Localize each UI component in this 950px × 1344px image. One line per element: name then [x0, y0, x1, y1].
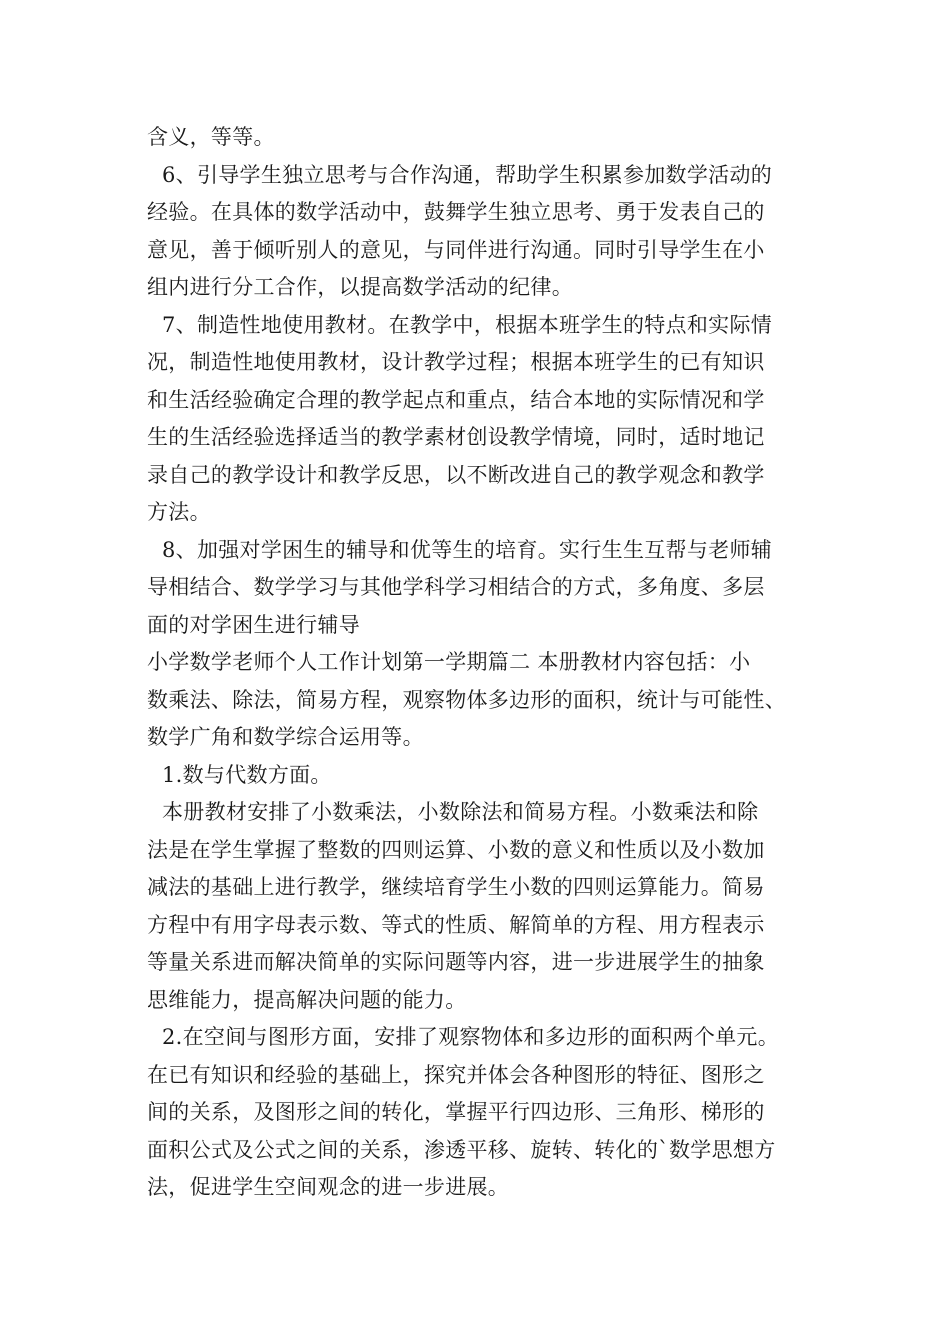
text-line: 经验。在具体的数学活动中，鼓舞学生独立思考、勇于发表自己的	[147, 200, 765, 224]
text-line: 思维能力，提高解决问题的能力。	[147, 987, 467, 1012]
text-line: 方程中有用字母表示数、等式的性质、解简单的方程、用方程表示	[147, 912, 765, 937]
text-line: 本册教材安排了小数乘法，小数除法和简易方程。小数乘法和除	[162, 800, 759, 824]
text-line: 录自己的教学设计和教学反思，以不断改进自己的教学观念和教学	[147, 462, 765, 487]
text-line: 小学数学老师个人工作计划第一学期篇二 本册教材内容包括：小	[147, 650, 751, 674]
text-line: 法是在学生掌握了整数的四则运算、小数的意义和性质以及小数加	[147, 837, 765, 862]
text-line: 含义，等等。	[147, 125, 275, 149]
text-line: 面的对学困生进行辅导	[147, 612, 360, 637]
text-line: 方法。	[147, 500, 211, 524]
text-line: 法，促进学生空间观念的进一步进展。	[147, 1175, 510, 1199]
text-line: 组内进行分工合作，以提高数学活动的纪律。	[147, 275, 573, 299]
document-body	[147, 119, 837, 1207]
text-line: 况，制造性地使用教材，设计教学过程；根据本班学生的已有知识	[147, 350, 765, 374]
text-line: 7、制造性地使用教材。在教学中，根据本班学生的特点和实际情	[162, 312, 773, 337]
text-line: 1.数与代数方面。	[162, 762, 332, 787]
text-line: 6、引导学生独立思考与合作沟通，帮助学生积累参加数学活动的	[162, 162, 773, 187]
text-line: 导相结合、数学学习与其他学科学习相结合的方式，多角度、多层	[147, 575, 765, 599]
text-line: 数学广角和数学综合运用等。	[147, 725, 424, 749]
text-line: 等量关系进而解决简单的实际问题等内容，进一步进展学生的抽象	[147, 950, 765, 974]
text-line: 意见，善于倾听别人的意见，与同伴进行沟通。同时引导学生在小	[147, 237, 765, 262]
text-line: 减法的基础上进行教学，继续培育学生小数的四则运算能力。简易	[147, 875, 765, 899]
text-line: 8、加强对学困生的辅导和优等生的培育。实行生生互帮与老师辅	[162, 537, 773, 562]
text-line: 数乘法、除法，简易方程，观察物体多边形的面积，统计与可能性、	[147, 687, 786, 712]
text-line: 生的生活经验选择适当的教学素材创设教学情境，同时，适时地记	[147, 425, 765, 449]
text-line: 和生活经验确定合理的教学起点和重点，结合本地的实际情况和学	[147, 387, 765, 412]
text-line: 在已有知识和经验的基础上，探究并体会各种图形的特征、图形之	[147, 1062, 765, 1087]
text-line: 间的关系，及图形之间的转化，掌握平行四边形、三角形、梯形的	[147, 1100, 765, 1124]
text-line: 面积公式及公式之间的关系，渗透平移、旋转、转化的`数学思想方	[147, 1137, 776, 1162]
text-line: 2.在空间与图形方面，安排了观察物体和多边形的面积两个单元。	[162, 1025, 780, 1049]
